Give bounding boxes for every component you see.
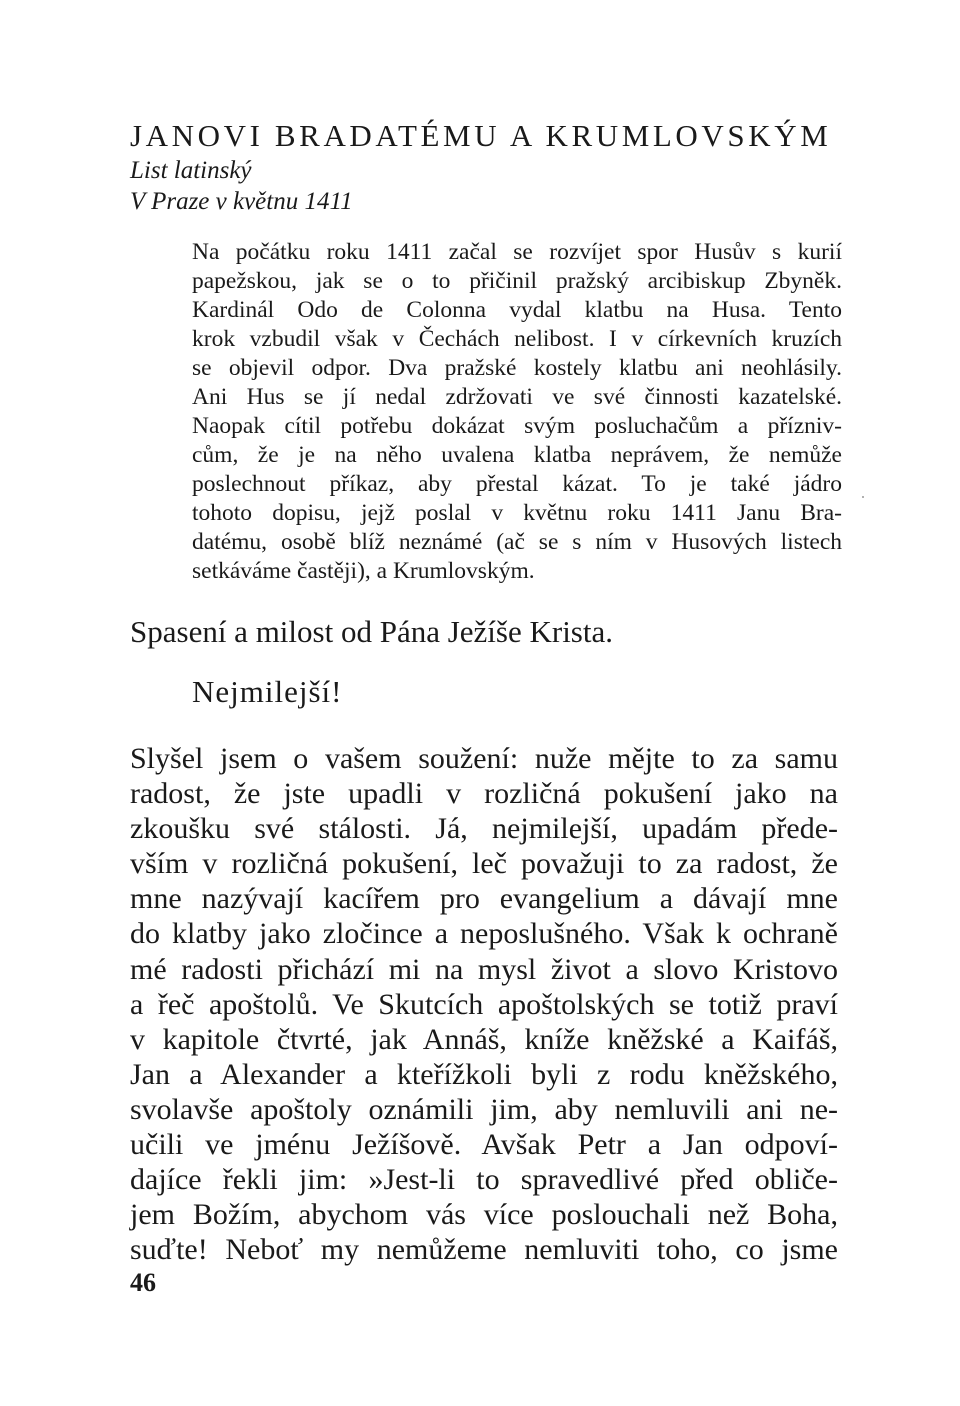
intro-line: se objevil odpor. Dva pražské kostely klatbu ani neohlásily. xyxy=(192,355,842,381)
body-line: suďte! Neboť my nemůžeme nemluviti toho, co jsme xyxy=(130,1233,838,1267)
intro-line: cům, že je na něho uvalena klatba neprávem, že nemůže xyxy=(192,442,842,468)
page-number: 46 xyxy=(130,1268,156,1297)
editorial-intro xyxy=(192,238,842,586)
intro-line: setkáváme častěji), a Krumlovským. xyxy=(192,558,535,584)
body-line: radost, že jste upadli v rozličná pokušení jako na xyxy=(130,777,838,811)
intro-line: Na počátku roku 1411 začal se rozvíjet spor Husův s kurií xyxy=(192,239,842,265)
letter-greeting: Spasení a milost od Pána Ježíše Krista. xyxy=(130,614,613,649)
body-line: do klatby jako zločince a neposlušného. Však k ochraně xyxy=(130,917,838,951)
language-note: List latinský xyxy=(130,157,252,184)
intro-line: Kardinál Odo de Colonna vydal klatbu na Husa. Tento xyxy=(192,297,842,323)
letter-body xyxy=(130,741,838,1267)
intro-line: Ani Hus se jí nedal zdržovati ve své činnosti kazatelské. xyxy=(192,384,842,410)
place-date: V Praze v květnu 1411 xyxy=(130,188,353,215)
body-line: svolavše apoštoly oznámili jim, aby nemluvili ani ne- xyxy=(130,1092,838,1126)
body-line: jem Božím, abychom vás více poslouchali než Boha, xyxy=(130,1198,838,1232)
body-line: zkoušku své stálosti. Já, nejmilejší, upadám přede- xyxy=(130,812,838,846)
body-line: mé radosti přichází mi na mysl život a slovo Kristovo xyxy=(130,952,838,986)
letter-heading: JANOVI BRADATÉMU A KRUMLOVSKÝM xyxy=(130,118,832,153)
body-line: dajíce řekli jim: »Jest-li to spravedlivé před obliče- xyxy=(130,1163,838,1197)
body-line: učili ve jménu Ježíšově. Avšak Petr a Jan odpoví- xyxy=(130,1128,838,1162)
body-line: vším v rozličná pokušení, leč považuji to za radost, že xyxy=(130,847,838,881)
body-line: Slyšel jsem o vašem soužení: nuže mějte to za samu xyxy=(130,742,838,775)
intro-line: Naopak cítil potřebu dokázat svým posluchačům a přízniv- xyxy=(192,413,842,439)
intro-line: datému, osobě blíž neznámé (ač se s ním v Husových listech xyxy=(192,529,842,555)
body-line: mne nazývají kacířem pro evangelium a dávají mne xyxy=(130,882,838,916)
letter-salutation: Nejmilejší! xyxy=(192,674,343,709)
body-line: a řeč apoštolů. Ve Skutcích apoštolských se totiž praví xyxy=(130,987,838,1021)
intro-line: papežskou, jak se o to přičinil pražský arcibiskup Zbyněk. xyxy=(192,268,842,294)
body-line: v kapitole čtvrté, jak Annáš, kníže kněžské a Kaifáš, xyxy=(130,1022,838,1056)
body-line: Jan a Alexander a kteřížkoli byli z rodu kněžského, xyxy=(130,1057,838,1091)
print-speck xyxy=(862,496,864,498)
intro-line: krok vzbudil však v Čechách nelibost. I v církevních kruzích xyxy=(192,326,842,352)
intro-line: poslechnout příkaz, aby přestal kázat. To je také jádro xyxy=(192,471,842,497)
intro-line: tohoto dopisu, jejž poslal v květnu roku 1411 Janu Bra- xyxy=(192,500,842,526)
